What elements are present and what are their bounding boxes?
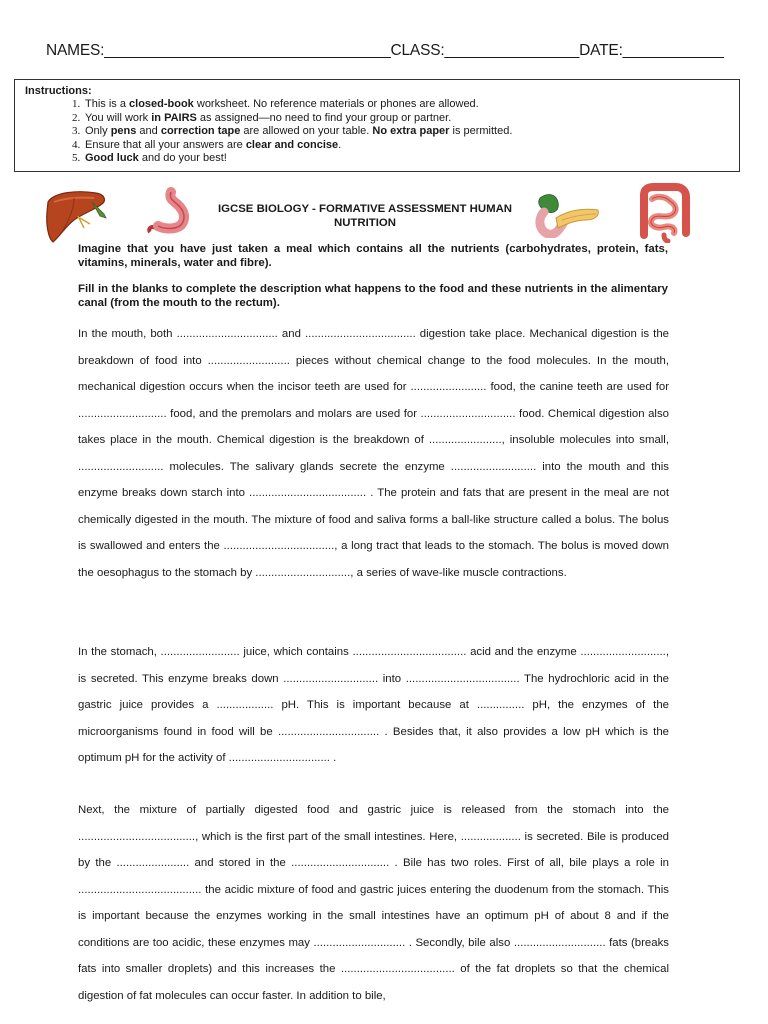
instruction-emphasis: closed-book [129,98,194,111]
paragraph-small-intestine: Next, the mixture of partially digested food and gastric juice is released from the stomach into the ....................................., which is the first part of the small intestines. Here, ................... is secreted. Bile is produced by the ....................... and stored in the ............................... . Bile has two roles. First of all, bile plays a role in ....................................... the acidic mixture of food and gastric juices entering the duodenum from the stomach. This is important because the enzymes working in the small intestines have an optimum pH of about 8 and if the conditions are too acidic, these enzymes may ............................. . Secondly, bile also ............................. fats (breaks fats into smaller droplets) and this increases the .................................... of the fat droplets so that the chemical digestion of fat molecules can occur faster. In addition to bile, [78,804,669,1002]
paragraph-mouth: In the mouth, both ................................ and ................................... digestion take place. Mechanical digestion is the breakdown of food into .......................... pieces without chemical change to the food molecules. In the mouth, mechanical digestion occurs when the incisor teeth are used for ........................ food, the canine teeth are used for ............................ food, and the premolars and molars are used for .............................. food. Chemical digestion also takes place in the mouth. Chemical digestion is the breakdown of ......................., insoluble molecules into small, ........................... molecules. The salivary glands secrete the enzyme ........................... into the mouth and this enzyme breaks down starch into ..................................... . The protein and fats that are present in the meal are not chemically digested in the mouth. The mixture of food and saliva forms a ball-like structure called a bolus. The bolus is swallowed and enters the ..................................., a long tract that leads to the stomach. The bolus is moved down the oesophagus to the stomach by .............................., a series of wave-like muscle contractions. [78,328,669,579]
paragraph-stomach: In the stomach, ......................... juice, which contains .................................... acid and the enzyme ..........................., is secreted. This enzyme breaks down .............................. into .................................... The hydrochloric acid in the gastric juice provides a .................. pH. This is important because at ............... pH, the enzymes of the microorganisms found in food will be ................................ . Besides that, it also provides a low pH which is the optimum pH for the activity of ................................ . [78,646,669,764]
instruction-text: Ensure that all your answers are [85,138,246,151]
instruction-emphasis: Good luck [85,152,139,165]
instruction-item-4 [83,139,729,152]
instruction-emphasis: in PAIRS [151,111,197,124]
pancreas-icon [534,188,602,238]
instruction-emphasis: pens [110,125,137,138]
stomach-icon [146,186,190,234]
instruction-text: worksheet. No reference materials or phones are allowed. [193,98,479,111]
instruction-text: as assigned—no need to find your group or partner. [196,111,452,124]
instruction-text: and [136,125,161,138]
names-class-date-line: NAMES:__________________________________CLASS:________________DATE:____________ [46,42,724,59]
intestines-icon [636,183,692,243]
instruction-emphasis: correction tape [160,125,241,138]
instruction-item-1 [83,98,729,111]
instruction-text: are allowed on your table. [240,125,373,138]
instruction-emphasis: No extra paper [372,125,450,138]
instruction-text: This is a [85,98,130,111]
instruction-text: Only [85,125,111,138]
liver-icon [44,188,108,244]
instructions-box [14,79,740,172]
instruction-emphasis: clear and concise [245,138,339,151]
title-line-1: IGCSE BIOLOGY - FORMATIVE ASSESSMENT HUMAN [217,203,513,215]
instructions-heading: Instructions: [25,85,92,97]
prompt-fill-blanks: Fill in the blanks to complete the description what happens to the food and these nutrients in the alimentary canal (from the mouth to the rectum). [78,283,668,309]
instruction-item-2 [83,112,729,125]
instruction-item-5 [83,152,729,165]
worksheet-title [190,203,540,230]
title-line-2: NUTRITION [333,216,396,229]
instruction-text: . [338,138,342,151]
instruction-text: is permitted. [449,125,513,138]
instruction-item-3 [83,125,729,138]
instruction-text: and do your best! [138,152,227,165]
instruction-text: You will work [85,111,152,124]
prompt-meal: Imagine that you have just taken a meal which contains all the nutrients (carbohydrates, protein, fats, vitamins, minerals, water and fibre). [78,243,668,269]
instructions-list [25,98,729,165]
